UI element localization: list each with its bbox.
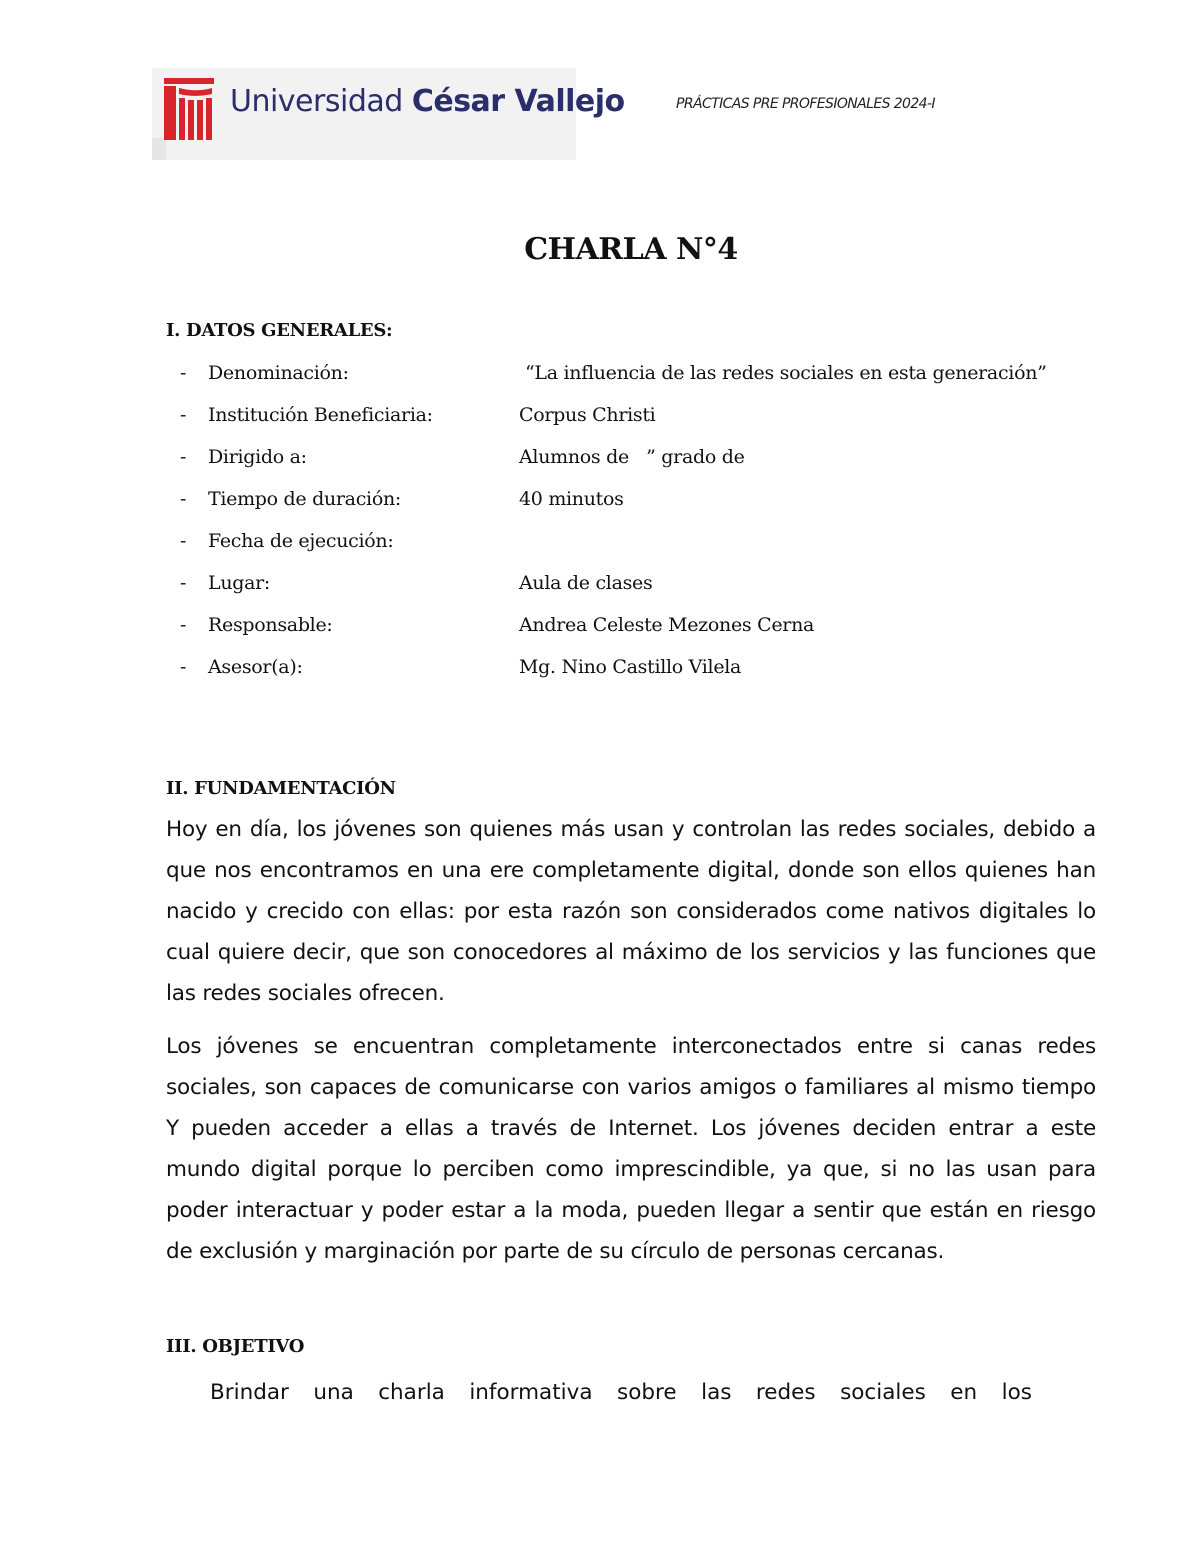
bullet-dash: - (180, 530, 187, 552)
logo-shadow (152, 138, 166, 160)
field-value: Mg. Nino Castillo Vilela (519, 656, 742, 678)
field-value: Corpus Christi (519, 404, 656, 426)
field-label: Fecha de ejecución: (208, 530, 394, 552)
field-value: Andrea Celeste Mezones Cerna (519, 614, 815, 636)
section-heading-fundamentacion: II. FUNDAMENTACIÓN (166, 778, 396, 799)
field-value: Alumnos de ” grado de (519, 446, 745, 468)
field-label: Tiempo de duración: (208, 488, 402, 510)
objetivo-word: sobre (617, 1380, 677, 1405)
objetivo-word: una (313, 1380, 354, 1405)
page-title: CHARLA N°4 (524, 232, 738, 267)
field-value: Aula de clases (519, 572, 653, 594)
objetivo-word: las (701, 1380, 732, 1405)
fundamentacion-paragraph-1: Hoy en día, los jóvenes son quienes más usan y controlan las redes sociales, debido a que nos encontramos en una ere completamente digital, donde son ellos quienes han nacido y crecido con ellas: por esta razón son considerados come nativos digitales lo cual quiere decir, que son conocedores al máximo de los servicios y las funciones que las redes sociales ofrecen. (166, 817, 1096, 1006)
objetivo-word: Brindar (210, 1380, 289, 1405)
field-value: 40 minutos (519, 488, 624, 510)
field-label: Institución Beneficiaria: (208, 404, 433, 426)
bullet-dash: - (180, 446, 187, 468)
field-label: Denominación: (208, 362, 349, 384)
logo-text-bold: César Vallejo (411, 84, 625, 119)
bullet-dash: - (180, 656, 187, 678)
objetivo-word: sociales (840, 1380, 926, 1405)
section-heading-datos-generales: I. DATOS GENERALES: (166, 320, 393, 341)
bullet-dash: - (180, 614, 187, 636)
section-heading-objetivo: III. OBJETIVO (166, 1336, 305, 1357)
logo-text-regular: Universidad (230, 84, 412, 119)
fundamentacion-paragraph-2: Los jóvenes se encuentran completamente interconectados entre si canas redes sociales, son capaces de comunicarse con varios amigos o familiares al mismo tiempo Y pueden acceder a ellas a través de Internet. Los jóvenes deciden entrar a este mundo digital porque lo perciben como imprescindible, ya que, si no las usan para poder interactuar y poder estar a la moda, pueden llegar a sentir que están en riesgo de exclusión y marginación por parte de su círculo de personas cercanas. (166, 1034, 1096, 1264)
bullet-dash: - (180, 488, 187, 510)
header-practicas-label: PRÁCTICAS PRE PROFESIONALES 2024-I (676, 96, 935, 112)
objetivo-text-line (210, 1380, 1032, 1405)
field-label: Asesor(a): (208, 656, 303, 678)
objetivo-word: informativa (469, 1380, 593, 1405)
objetivo-word: en (950, 1380, 978, 1405)
university-name (230, 84, 625, 119)
bullet-dash: - (180, 362, 187, 384)
field-value: “La influencia de las redes sociales en esta generación” (525, 362, 1047, 384)
university-emblem-icon (164, 78, 214, 140)
university-logo (152, 68, 625, 160)
objetivo-word: los (1001, 1380, 1032, 1405)
field-label: Lugar: (208, 572, 271, 594)
bullet-dash: - (180, 404, 187, 426)
bullet-dash: - (180, 572, 187, 594)
field-label: Dirigido a: (208, 446, 307, 468)
objetivo-word: charla (378, 1380, 445, 1405)
objetivo-word: redes (755, 1380, 816, 1405)
field-label: Responsable: (208, 614, 333, 636)
